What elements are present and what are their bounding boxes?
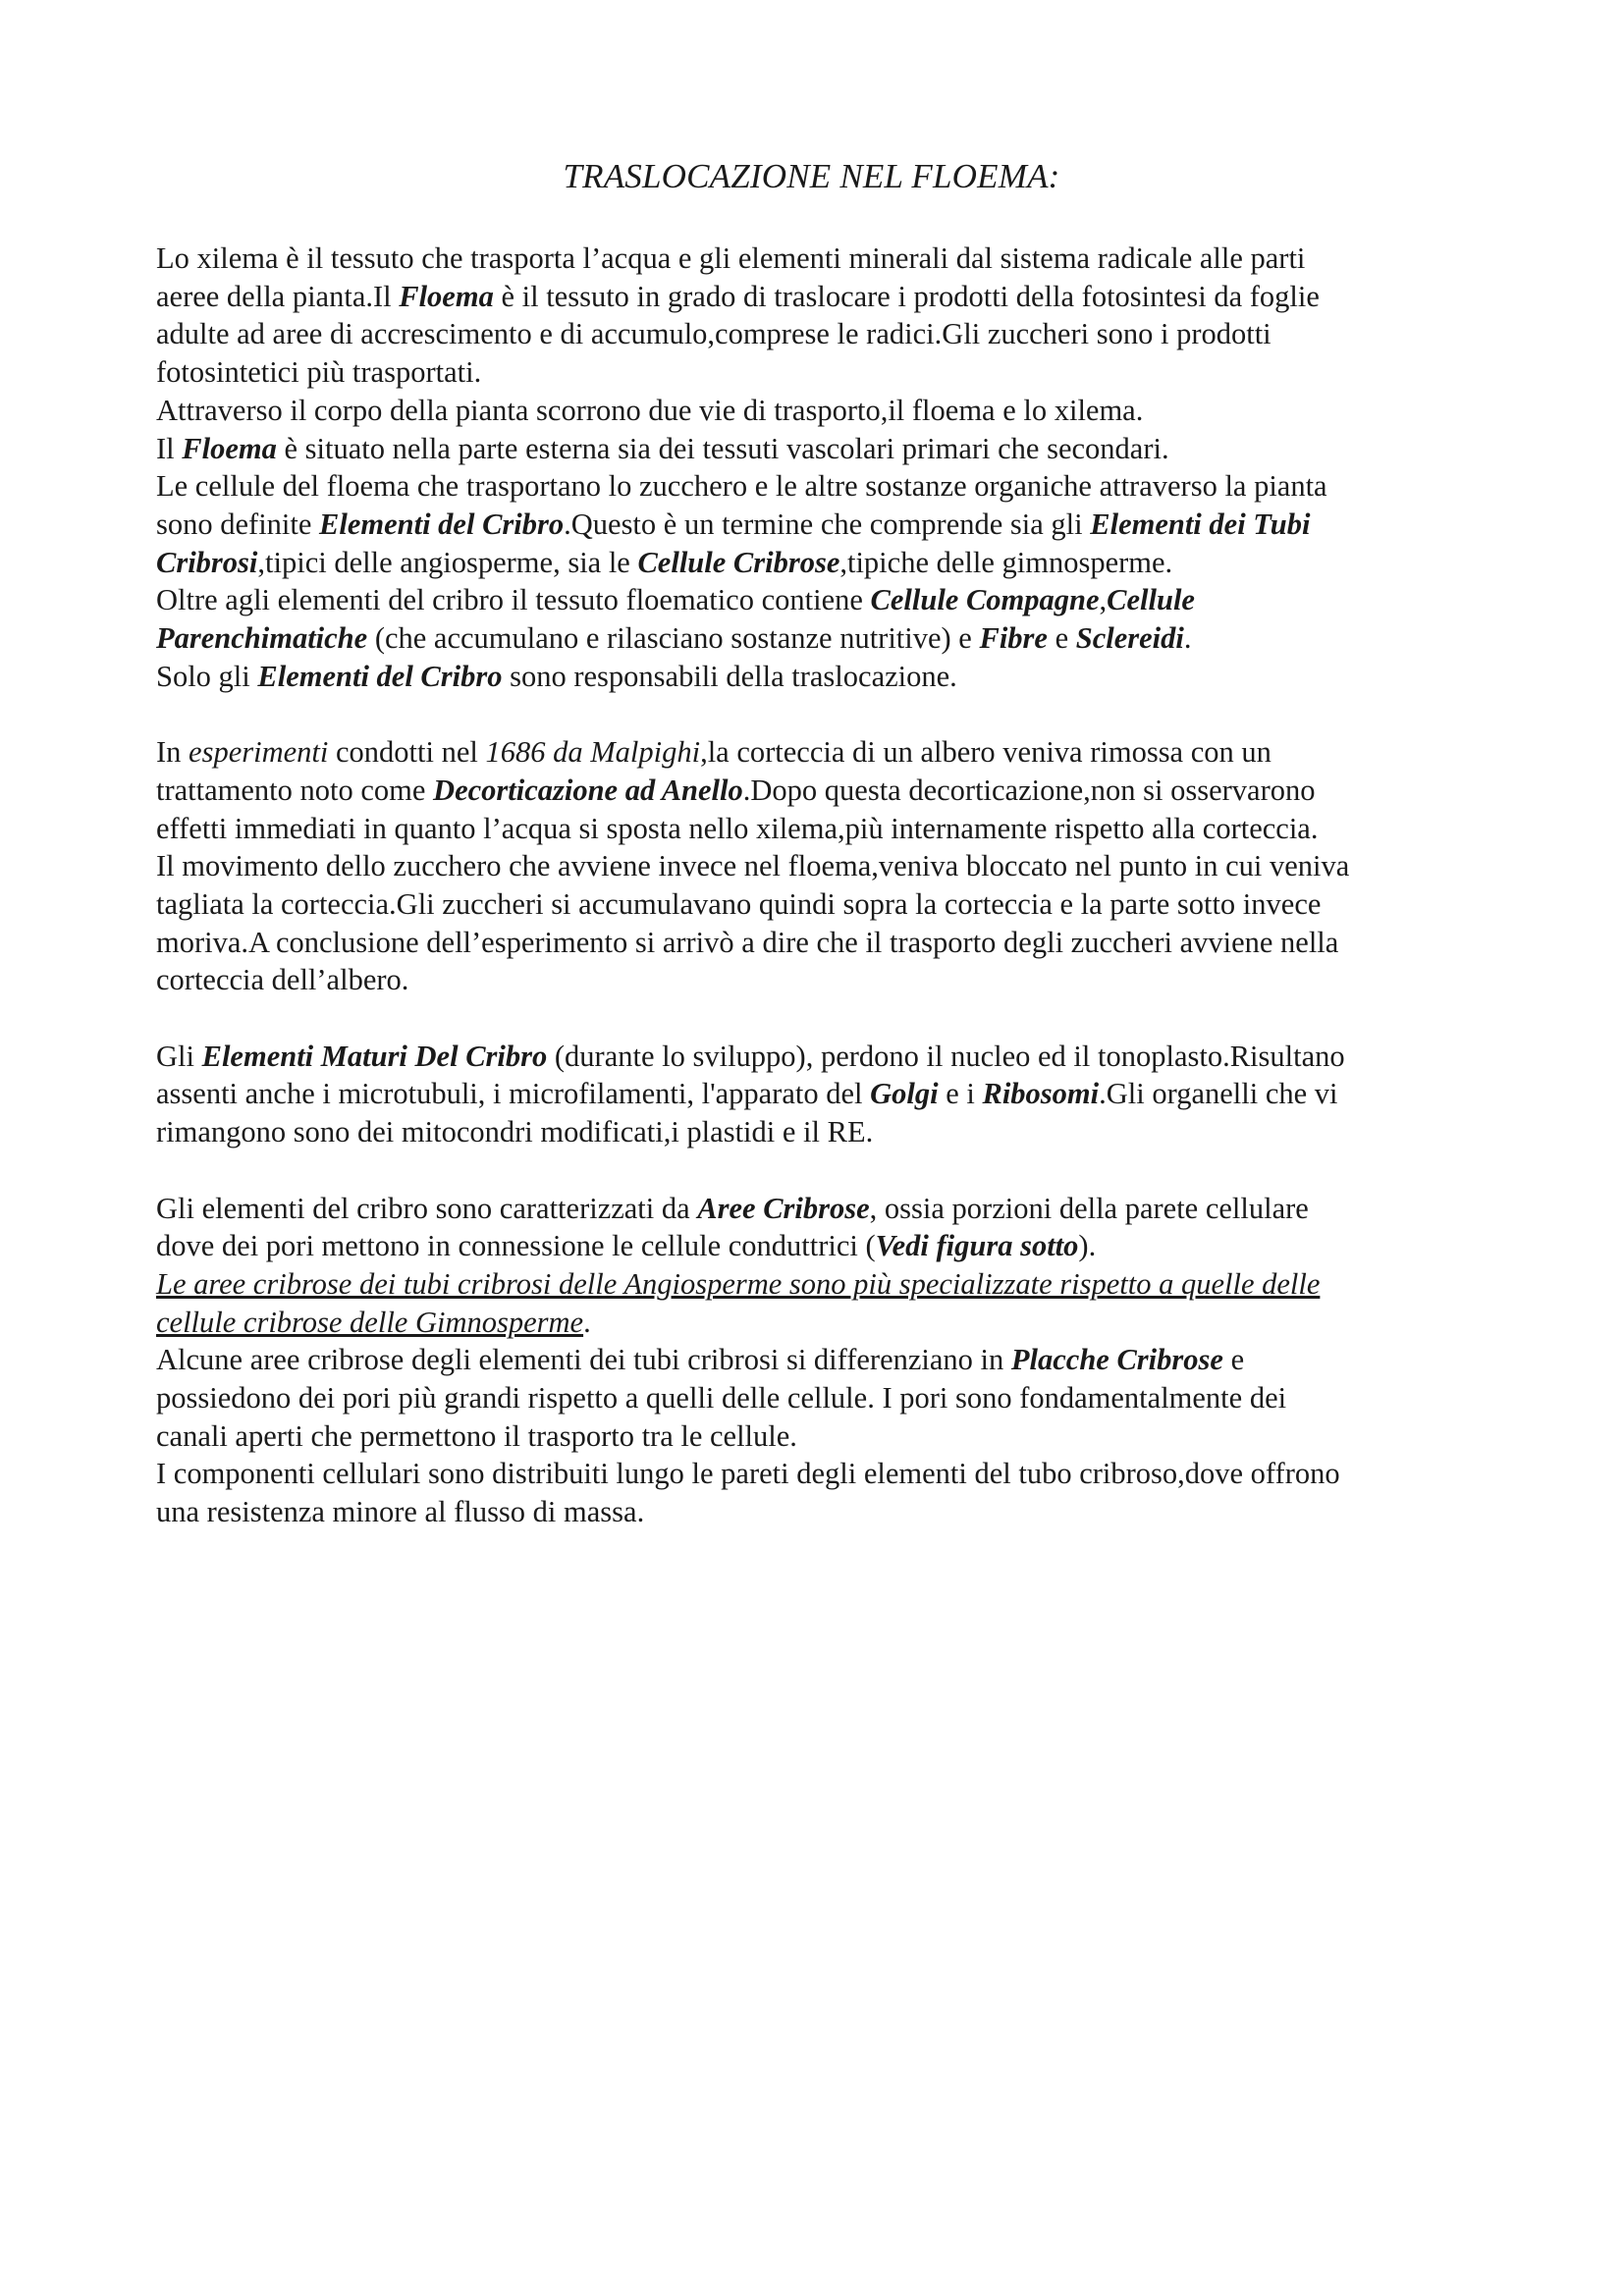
text-line: [156, 658, 1482, 696]
text-run: ,tipici delle angiosperme, sia le: [257, 545, 638, 579]
text-run: Lo xilema è il tessuto che trasporta l’acqua e gli elementi minerali dal sistema radicale alle parti: [156, 241, 1306, 275]
text-run: condotti nel: [328, 735, 486, 770]
emphasis-term: Floema: [182, 431, 277, 465]
text-run: , ossia porzioni della parete cellulare: [869, 1191, 1309, 1225]
italic-term: 1686 da Malpighi: [485, 735, 701, 770]
text-run: .Dopo questa decorticazione,non si osservarono: [742, 773, 1316, 807]
text-run: adulte ad aree di accrescimento e di accumulo,comprese le radici.Gli zuccheri sono i prodotti: [156, 317, 1271, 351]
text-run: ,la corteccia di un albero veniva rimossa con un: [700, 735, 1271, 770]
text-line: [156, 1341, 1482, 1379]
text-run: una resistenza minore al flusso di massa.: [156, 1495, 645, 1529]
text-line: [156, 278, 1482, 316]
text-run: sono definite: [156, 507, 320, 541]
text-run: (durante lo sviluppo), perdono il nucleo ed il tonoplasto.Risultano: [547, 1039, 1345, 1073]
text-run: In: [156, 735, 189, 770]
emphasis-term: Golgi: [870, 1077, 939, 1111]
text-run: fotosintetici più trasportati.: [156, 355, 482, 390]
text-line: [156, 1265, 1482, 1304]
text-line: [156, 1379, 1482, 1417]
text-run: moriva.A conclusione dell’esperimento si arrivò a dire che il trasporto degli zuccheri avviene nella: [156, 925, 1339, 959]
text-run: .Gli organelli che vi: [1099, 1077, 1338, 1111]
text-run: sono responsabili della traslocazione.: [502, 659, 957, 693]
text-line: [156, 506, 1482, 544]
emphasis-term: Cribrosi: [156, 545, 258, 579]
text-run: Il movimento dello zucchero che avviene invece nel floema,veniva bloccato nel punto in cui veniva: [156, 849, 1350, 883]
emphasis-term: Cellule Cribrose: [637, 545, 840, 579]
text-run: Le cellule del floema che trasportano lo zucchero e le altre sostanze organiche attraverso la pianta: [156, 469, 1327, 504]
text-run: ,: [1099, 583, 1108, 617]
text-run: .Questo è un termine che comprende sia gli: [564, 507, 1091, 541]
document-body: [156, 240, 1482, 1531]
text-run: è il tessuto in grado di traslocare i prodotti della fotosintesi da foglie: [493, 279, 1320, 313]
emphasis-term: Decorticazione ad Anello: [433, 773, 743, 807]
italic-term: esperimenti: [189, 735, 329, 770]
text-line: [156, 924, 1482, 962]
text-run: .: [1183, 621, 1192, 656]
underlined-sentence: Le aree cribrose dei tubi cribrosi delle Angiosperme sono più specializzate rispetto a quelle delle: [156, 1266, 1321, 1301]
text-run: Il: [156, 431, 183, 465]
text-run: tagliata la corteccia.Gli zuccheri si accumulavano quindi sopra la corteccia e la parte sotto invece: [156, 886, 1322, 921]
text-line: [156, 240, 1482, 278]
text-run: e: [1047, 621, 1076, 656]
text-run: Gli: [156, 1039, 202, 1073]
text-run: trattamento noto come: [156, 773, 434, 807]
text-line: [156, 1227, 1482, 1265]
document-title: TRASLOCAZIONE NEL FLOEMA:: [563, 157, 1060, 195]
text-run: possiedono dei pori più grandi rispetto a quelli delle cellule. I pori sono fondamentalmente dei: [156, 1381, 1287, 1415]
text-run: ).: [1078, 1229, 1097, 1263]
text-line: [156, 619, 1482, 658]
text-run: Oltre agli elementi del cribro il tessuto floematico contiene: [156, 583, 871, 617]
emphasis-term: Parenchimatiche: [156, 621, 368, 656]
text-run: assenti anche i microtubuli, i microfilamenti, l'apparato del: [156, 1077, 871, 1111]
text-run: I componenti cellulari sono distribuiti lungo le pareti degli elementi del tubo cribroso,dove offrono: [156, 1457, 1340, 1491]
text-run: ,tipiche delle gimnosperme.: [839, 545, 1173, 579]
text-line: [156, 1113, 1482, 1151]
text-line: [156, 1038, 1482, 1076]
text-line: [156, 581, 1482, 619]
text-line: [156, 315, 1482, 353]
emphasis-term: Placche Cribrose: [1010, 1343, 1223, 1377]
emphasis-term: Elementi del Cribro: [319, 507, 565, 541]
text-line: [156, 1190, 1482, 1228]
text-line: [156, 885, 1482, 924]
text-run: Solo gli: [156, 659, 258, 693]
text-run: e i: [938, 1077, 983, 1111]
underlined-sentence: cellule cribrose delle Gimnosperme: [156, 1305, 584, 1339]
text-run: aeree della pianta.Il: [156, 279, 400, 313]
text-run: è situato nella parte esterna sia dei tessuti vascolari primari che secondari.: [276, 431, 1169, 465]
text-run: canali aperti che permettono il trasporto tra le cellule.: [156, 1418, 797, 1453]
emphasis-term: Elementi del Cribro: [257, 659, 503, 693]
text-run: effetti immediati in quanto l’acqua si sposta nello xilema,più internamente rispetto alla corteccia.: [156, 811, 1319, 845]
text-line: [156, 1304, 1482, 1342]
emphasis-term: Cellule Compagne: [870, 583, 1100, 617]
text-run: Gli elementi del cribro sono caratterizzati da: [156, 1191, 698, 1225]
text-line: [156, 392, 1482, 430]
text-line: [156, 847, 1482, 885]
emphasis-term: Aree Cribrose: [697, 1191, 870, 1225]
text-line: [156, 961, 1482, 999]
text-line: [156, 544, 1482, 582]
paragraph-mature-elements: [156, 1038, 1482, 1151]
emphasis-term: Vedi figura sotto: [875, 1229, 1079, 1263]
text-line: [156, 430, 1482, 468]
text-run: Attraverso il corpo della pianta scorrono due vie di trasporto,il floema e lo xilema.: [156, 393, 1144, 427]
text-run: corteccia dell’albero.: [156, 963, 409, 997]
emphasis-term: Elementi dei Tubi: [1090, 507, 1311, 541]
text-run: rimangono sono dei mitocondri modificati,i plastidi e il RE.: [156, 1115, 874, 1149]
text-line: [156, 1417, 1482, 1456]
text-line: [156, 1075, 1482, 1113]
paragraph-sieve-areas: [156, 1190, 1482, 1531]
paragraph-introduction: [156, 240, 1482, 695]
emphasis-term: Elementi Maturi Del Cribro: [201, 1039, 548, 1073]
text-line: [156, 1493, 1482, 1531]
emphasis-term: Sclereidi: [1075, 621, 1184, 656]
text-line: [156, 467, 1482, 506]
text-line: [156, 772, 1482, 810]
text-line: [156, 353, 1482, 392]
text-run: Alcune aree cribrose degli elementi dei tubi cribrosi si differenziano in: [156, 1343, 1011, 1377]
emphasis-term: Ribosomi: [982, 1077, 1100, 1111]
text-line: [156, 733, 1482, 772]
emphasis-term: Cellule: [1107, 583, 1195, 617]
text-line: [156, 810, 1482, 848]
text-line: [156, 1455, 1482, 1493]
text-run: (che accumulano e rilasciano sostanze nutritive) e: [367, 621, 980, 656]
paragraph-malpighi-experiment: [156, 733, 1482, 999]
text-run: .: [583, 1305, 591, 1339]
emphasis-term: Fibre: [979, 621, 1048, 656]
text-run: dove dei pori mettono in connessione le cellule conduttrici (: [156, 1229, 876, 1263]
text-run: e: [1222, 1343, 1245, 1377]
emphasis-term: Floema: [399, 279, 494, 313]
